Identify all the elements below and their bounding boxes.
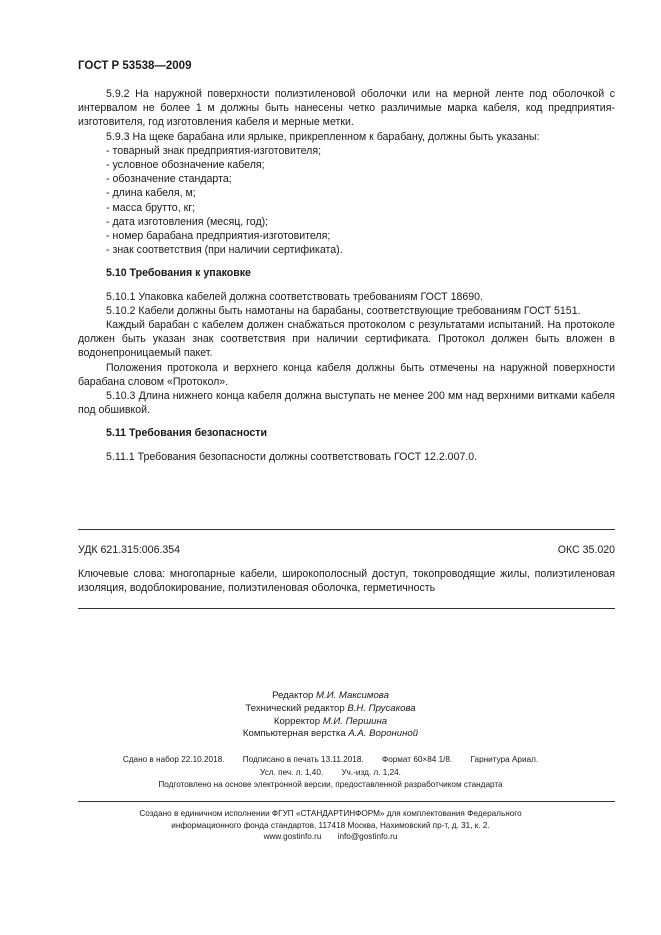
keywords: Ключевые слова: многопарные кабели, широкополосный доступ, токопроводящие жилы, полиэтиленовая изоляция, водоблокирование, полиэтиленовая оболочка, герметичность <box>78 568 615 594</box>
body-text <box>78 87 615 464</box>
sent-date: Сдано в набор 22.10.2018. <box>122 755 225 764</box>
signed-date: Подписано в печать 13.11.2018. <box>242 755 364 764</box>
divider <box>78 608 615 609</box>
credits <box>0 690 661 741</box>
oks-code: ОКС 35.020 <box>557 544 615 556</box>
list-item: - длина кабеля, м; <box>106 187 196 200</box>
list-item: - дата изготовления (месяц, год); <box>106 215 269 228</box>
divider <box>78 801 615 802</box>
paragraph-5-10-3: 5.10.3 Длина нижнего конца кабеля должна выступать не менее 200 мм над верхними витками кабеля под обшивкой. <box>78 390 615 417</box>
paragraph-5-10-1: 5.10.1 Упаковка кабелей должна соответствовать требованиям ГОСТ 18690. <box>106 290 483 303</box>
list-item: - масса брутто, кг; <box>106 201 196 214</box>
credit-tech-editor: Технический редактор В.Н. Прусакова <box>245 702 416 714</box>
list-item: - знак соответствия (при наличии сертификата). <box>106 244 343 257</box>
credit-corrector: Корректор М.И. Першина <box>273 715 388 727</box>
paragraph-5-10-2-protocol: Каждый барабан с кабелем должен снабжаться протоколом с результатами испытаний. На протоколе должен быть указан знак соответствия при наличии сертификата. Протокол должен быть вложен в водонепроницаемый пакет. <box>78 319 615 360</box>
udk-code: УДК 621.315:006.354 <box>78 544 181 556</box>
paragraph-5-10-2: 5.10.2 Кабели должны быть намотаны на барабаны, соответствующие требованиям ГОСТ 5151. <box>106 304 581 317</box>
list-item: - условное обозначение кабеля; <box>106 159 265 172</box>
print-sheets: Усл. печ. л. 1,40. <box>260 767 324 777</box>
paragraph-5-9-2: 5.9.2 На наружной поверхности полиэтиленовой оболочки или на мерной ленте под оболочкой с интервалом не более 1 м должны быть нанесены четко различимые марка кабеля, код предприятия-изготовителя, год изготовления кабеля и мерные метки. <box>78 88 615 129</box>
typeface: Гарнитура Ариал. <box>470 755 539 764</box>
credit-editor: Редактор М.И. Максимова <box>272 690 389 701</box>
paragraph-5-9-3: 5.9.3 На щеке барабана или ярлыке, прикрепленном к барабану, должны быть указаны: <box>106 130 540 143</box>
credit-layout: Компьютерная верстка А.А. Ворониной <box>242 728 419 740</box>
list-item: - товарный знак предприятия-изготовителя; <box>106 144 322 157</box>
publication-info <box>0 754 661 792</box>
list-item: - номер барабана предприятия-изготовителя; <box>106 230 331 243</box>
website-link[interactable]: www.gostinfo.ru <box>263 832 322 841</box>
section-heading-5-10: 5.10 Требования к упаковке <box>106 267 251 280</box>
publisher-sheets: Уч.-изд. л. 1,24. <box>341 767 401 777</box>
section-heading-5-11: 5.11 Требования безопасности <box>106 427 267 440</box>
prepared-note: Подготовлено на основе электронной версии, предоставленной разработчиком стандарта <box>158 780 503 789</box>
paragraph-5-11-1: 5.11.1 Требования безопасности должны соответствовать ГОСТ 12.2.007.0. <box>106 450 478 463</box>
paragraph-5-10-2-marking: Положения протокола и верхнего конца кабеля должны быть отмечены на наружной поверхности барабана словом «Протокол». <box>78 361 615 388</box>
email-link[interactable]: info@gostinfo.ru <box>337 832 398 841</box>
divider <box>78 529 615 530</box>
imprint-line: Создано в единичном исполнении ФГУП «СТАНДАРТИНФОРМ» для комплектования Федерального <box>139 809 522 818</box>
imprint-line: информационного фонда стандартов, 117418 Москва, Нахимовский пр-т, д. 31, к. 2. <box>171 820 490 830</box>
document-header: ГОСТ Р 53538—2009 <box>78 60 192 72</box>
imprint <box>0 808 661 843</box>
list-item: - обозначение стандарта; <box>106 173 232 186</box>
paper-format: Формат 60×84 1/8. <box>381 755 453 764</box>
